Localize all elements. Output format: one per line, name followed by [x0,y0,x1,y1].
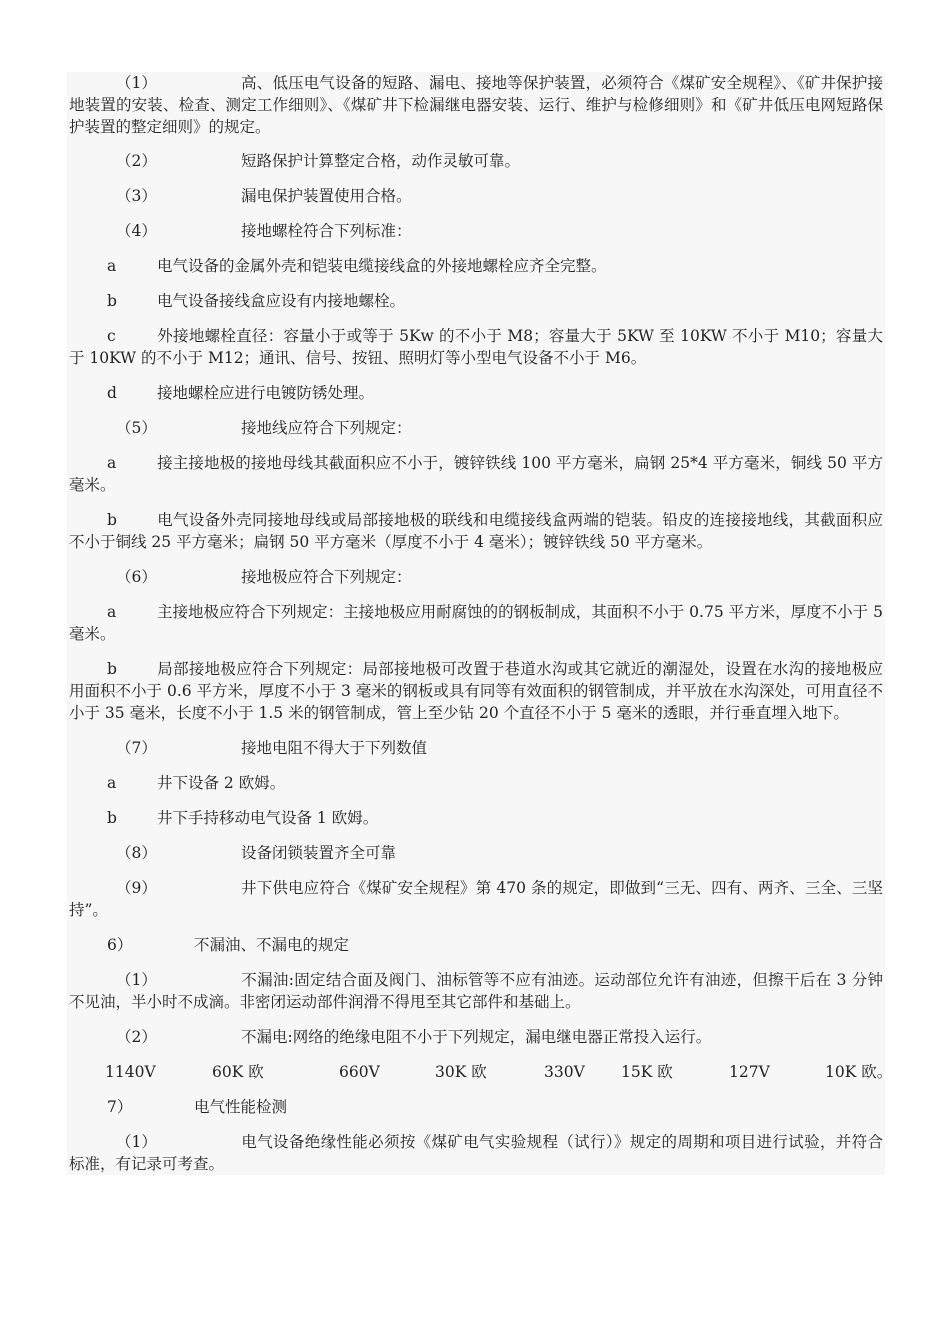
paragraph-text: 电气设备绝缘性能必须按《煤矿电气实验规程（试行）》规定的周期和项目进行试验，并符合标准，有记录可考查。 [69,1133,883,1173]
paragraph-text: 井下手持移动电气设备 1 欧姆。 [157,809,379,827]
paragraph [67,255,885,277]
paragraph-text: 不漏油:固定结合面及阀门、油标管等不应有油迹。运动部位允许有油迹，但擦干后在 3 分钟不见油，半小时不成滴。非密闭运动部件润滑不得甩至其它部件和基础上。 [69,971,883,1011]
paragraph-text: 设备闭锁装置齐全可靠 [241,844,397,862]
item-marker: （3） [116,187,157,205]
paragraph [67,934,885,956]
paragraph-text: 接地极应符合下列规定： [241,568,412,586]
item-marker: （2） [116,152,157,170]
paragraph-text: 接地螺栓应进行电镀防锈处理。 [157,384,375,402]
paragraph-text: 电气设备的金属外壳和铠装电缆接线盒的外接地螺栓应齐全完整。 [157,257,607,275]
item-marker: b [107,809,117,827]
paragraph-text: 井下设备 2 欧姆。 [157,774,286,792]
document-page [67,72,893,1175]
paragraph [67,382,885,404]
paragraph [67,220,885,242]
paragraph-text: 主接地极应符合下列规定：主接地极应用耐腐蚀的的钢板制成，其面积不小于 0.75 平方米，厚度不小于 5 毫米。 [69,603,883,643]
paragraph-text: 漏电保护装置使用合格。 [241,187,412,205]
item-marker: （1） [116,971,157,989]
paragraph [67,325,885,369]
paragraph-text: 接地电阻不得大于下列数值 [241,739,428,757]
paragraph-text: 电气设备外壳同接地母线或局部接地极的联线和电缆接线盒两端的铠装。铅皮的连接接地线，其截面积应不小于铜线 25 平方毫米；扁钢 50 平方毫米（厚度不小于 4 毫米）；镀锌铁线 50 平方毫米。 [69,511,883,551]
paragraph-text: 电气性能检测 [194,1098,288,1116]
paragraph [67,969,885,1013]
paragraph [67,601,885,645]
item-marker: a [107,454,117,472]
paragraph [67,72,885,138]
item-marker: a [107,774,117,792]
paragraph-text: 电气设备接线盒应设有内接地螺栓。 [157,292,406,310]
paragraph-text: 不漏电:网络的绝缘电阻不小于下列规定，漏电继电器正常投入运行。 [241,1028,712,1046]
paragraph [67,1131,885,1175]
item-marker: b [107,660,117,678]
item-marker: （8） [116,844,157,862]
paragraph [67,185,885,207]
item-marker: （2） [116,1028,157,1046]
paragraph [67,772,885,794]
paragraph-text: 接地螺栓符合下列标准： [241,222,412,240]
paragraph [67,509,885,553]
resistance-cell: 30K 欧 [435,1063,487,1081]
resistance-cell: 15K 欧 [621,1063,673,1081]
paragraph [67,1026,885,1048]
paragraph [67,842,885,864]
resistance-cell: 60K 欧 [212,1063,264,1081]
paragraph-text: 井下供电应符合《煤矿安全规程》第 470 条的规定，即做到“三无、四有、两齐、三全、三坚持”。 [69,879,883,919]
item-marker: a [107,603,117,621]
paragraph-text: 局部接地极应符合下列规定：局部接地极可改置于巷道水沟或其它就近的潮湿处，设置在水沟的接地极应用面积不小于 0.6 平方米，厚度不小于 3 毫米的钢板或具有同等有效面积的钢管制成，并平放在水沟深处，可用直径不小于 35 毫米，长度不小于 1.5 米的钢管制成，管上至少钻 20 个直径不小于 5 毫米的透眼，并行垂直埋入地下。 [69,660,883,722]
voltage-cell: 1140V [105,1063,156,1081]
paragraph [67,877,885,921]
item-marker: （1） [116,1133,157,1151]
item-marker: 6） [107,936,133,954]
item-marker: （9） [116,879,157,897]
resistance-cell: 10K 欧。 [825,1063,893,1081]
paragraph-text: 短路保护计算整定合格，动作灵敏可靠。 [241,152,521,170]
paragraph [67,290,885,312]
paragraph [67,807,885,829]
item-marker: （7） [116,739,157,757]
item-marker: c [107,327,116,345]
insulation-resistance-table [67,1061,893,1083]
paragraph [67,417,885,439]
paragraph [67,737,885,759]
item-marker: 7） [107,1098,133,1116]
paragraph [67,150,885,172]
voltage-cell: 127V [729,1063,770,1081]
item-marker: （4） [116,222,157,240]
item-marker: b [107,292,117,310]
item-marker: （1） [116,74,157,92]
item-marker: （5） [116,419,157,437]
paragraph-text: 接主接地极的接地母线其截面积应不小于，镀锌铁线 100 平方毫米，扁钢 25*4 平方毫米，铜线 50 平方毫米。 [69,454,883,494]
item-marker: a [107,257,117,275]
voltage-cell: 330V [544,1063,585,1081]
paragraph-text: 接地线应符合下列规定： [241,419,412,437]
paragraph-text: 不漏油、不漏电的规定 [194,936,350,954]
paragraph [67,1096,885,1118]
item-marker: （6） [116,568,157,586]
voltage-cell: 660V [339,1063,380,1081]
paragraph [67,452,885,496]
item-marker: b [107,511,117,529]
paragraph-text: 外接地螺栓直径：容量小于或等于 5Kw 的不小于 M8；容量大于 5KW 至 10KW 不小于 M10；容量大于 10KW 的不小于 M12；通讯、信号、按钮、照明灯等小型电气设备不小于 M6。 [69,327,883,367]
paragraph [67,566,885,588]
paragraph [67,658,885,724]
paragraph-text: 高、低压电气设备的短路、漏电、接地等保护装置，必须符合《煤矿安全规程》、《矿井保护接地装置的安装、检查、测定工作细则》、《煤矿井下检漏继电器安装、运行、维护与检修细则》和《矿井低压电网短路保护装置的整定细则》的规定。 [69,74,883,136]
item-marker: d [107,384,117,402]
